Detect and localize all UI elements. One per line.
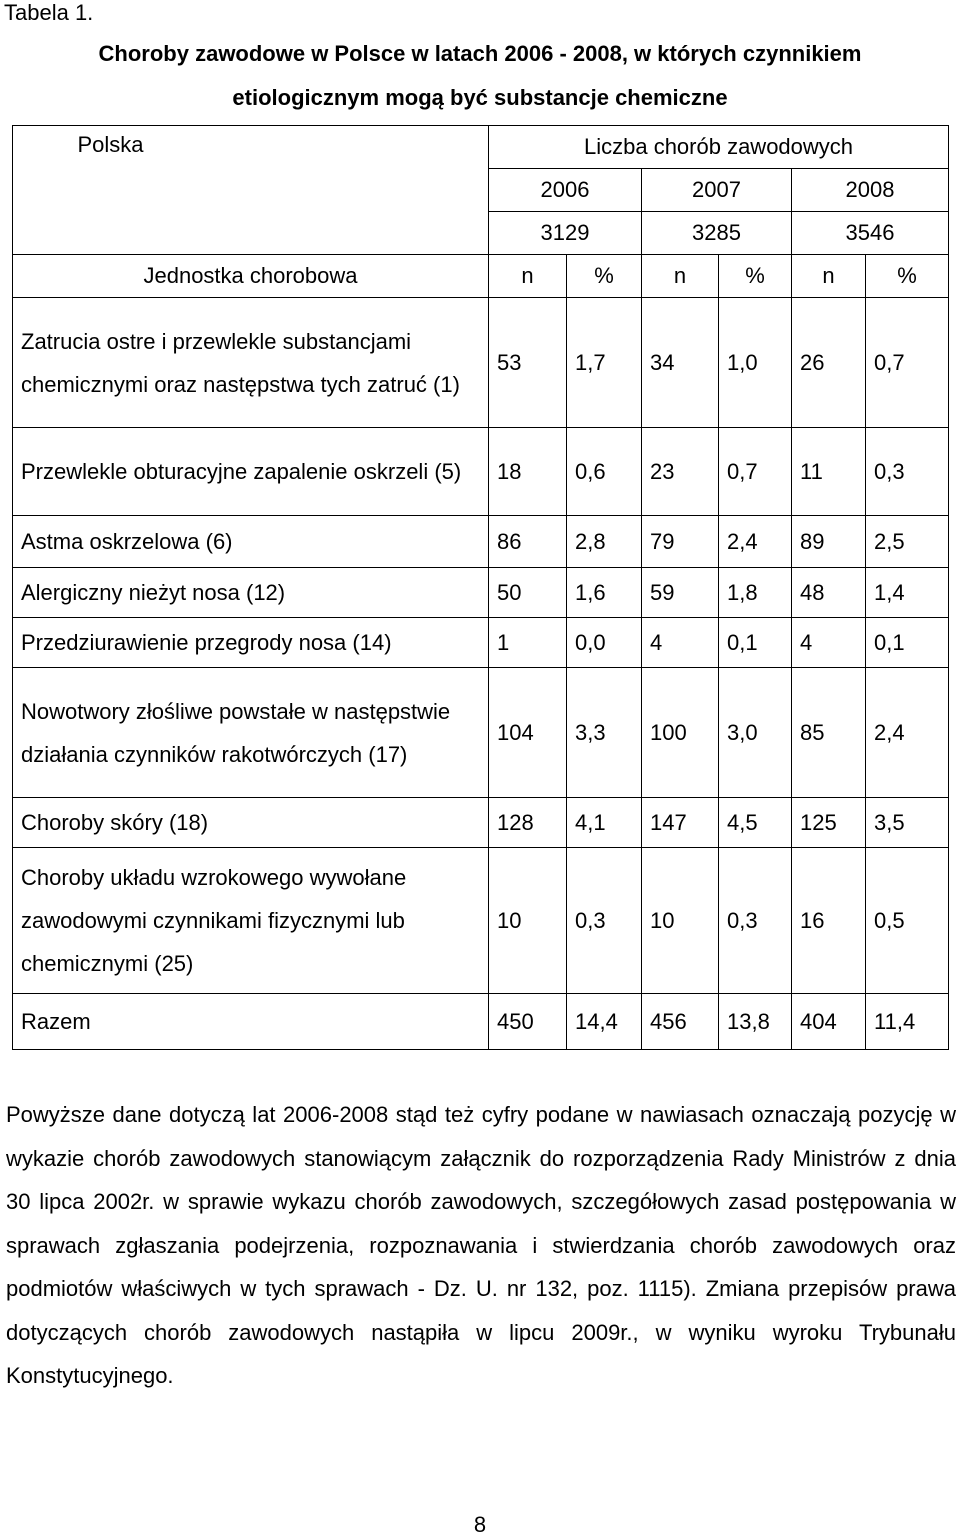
table-row xyxy=(13,994,949,1050)
row-value: 14,4 xyxy=(567,994,642,1050)
header-row-1 xyxy=(13,126,949,169)
row-label: Razem xyxy=(13,994,489,1050)
table-row xyxy=(13,568,949,618)
row-value: 3,5 xyxy=(866,798,949,848)
row-value: 4,1 xyxy=(567,798,642,848)
row-value: 456 xyxy=(642,994,719,1050)
row-value: 1,0 xyxy=(719,298,792,428)
table-row xyxy=(13,848,949,994)
row-value: 50 xyxy=(489,568,567,618)
row-label: Astma oskrzelowa (6) xyxy=(13,516,489,568)
row-label: Choroby układu wzrokowego wywołane zawodowymi czynnikami fizycznymi lub chemicznymi (25) xyxy=(13,848,489,994)
row-label: Przewlekle obturacyjne zapalenie oskrzeli (5) xyxy=(13,428,489,516)
row-label: Alergiczny nieżyt nosa (12) xyxy=(13,568,489,618)
total-2008: 3546 xyxy=(792,212,949,255)
explanatory-paragraph: Powyższe dane dotyczą lat 2006-2008 stąd też cyfry podane w nawiasach oznaczają pozycję w wykazie chorób zawodowych stanowiącym załącznik do rozporządzenia Rady Ministrów z dnia 30 lipca 2002r. w sprawie wykazu chorób zawodowych, szczegółowych zasad postępowania w sprawach zgłaszania podejrzenia, rozpoznawania i stwierdzania chorób zawodowych oraz podmiotów właściwych w tych sprawach - Dz. U. nr 132, poz. 1115). Zmiana przepisów prawa dotyczących chorób zawodowych nastąpiła w lipcu 2009r., w wyniku wyroku Trybunału Konstytucyjnego. xyxy=(6,1102,956,1388)
table-row xyxy=(13,668,949,798)
row-value: 16 xyxy=(792,848,866,994)
table-row xyxy=(13,516,949,568)
total-2007: 3285 xyxy=(642,212,792,255)
row-value: 18 xyxy=(489,428,567,516)
row-value: 0,3 xyxy=(567,848,642,994)
row-value: 1 xyxy=(489,618,567,668)
row-value: 10 xyxy=(489,848,567,994)
row-label: Przedziurawienie przegrody nosa (14) xyxy=(13,618,489,668)
row-value: 0,6 xyxy=(567,428,642,516)
row-value: 13,8 xyxy=(719,994,792,1050)
row-label: Choroby skóry (18) xyxy=(13,798,489,848)
row-value: 0,5 xyxy=(866,848,949,994)
row-value: 53 xyxy=(489,298,567,428)
row-value: 2,8 xyxy=(567,516,642,568)
row-value: 79 xyxy=(642,516,719,568)
row-value: 0,3 xyxy=(719,848,792,994)
row-value: 128 xyxy=(489,798,567,848)
row-value: 86 xyxy=(489,516,567,568)
row-value: 1,8 xyxy=(719,568,792,618)
row-value: 0,1 xyxy=(719,618,792,668)
row-value: 2,4 xyxy=(719,516,792,568)
year-2007: 2007 xyxy=(642,169,792,212)
row-value: 0,1 xyxy=(866,618,949,668)
row-value: 23 xyxy=(642,428,719,516)
row-value: 3,0 xyxy=(719,668,792,798)
row-value: 404 xyxy=(792,994,866,1050)
row-value: 10 xyxy=(642,848,719,994)
year-2008: 2008 xyxy=(792,169,949,212)
row-value: 85 xyxy=(792,668,866,798)
row-value: 0,3 xyxy=(866,428,949,516)
row-value: 4 xyxy=(792,618,866,668)
sub-header-n-2008: n xyxy=(792,255,866,298)
table-row xyxy=(13,798,949,848)
table-title-line-1: Choroby zawodowe w Polsce w latach 2006 - 2008, w których czynnikiem xyxy=(98,41,862,66)
table-row xyxy=(13,428,949,516)
occupational-diseases-table xyxy=(12,125,949,1050)
row-value: 59 xyxy=(642,568,719,618)
count-header: Liczba chorób zawodowych xyxy=(489,126,949,169)
row-value: 3,3 xyxy=(567,668,642,798)
row-value: 89 xyxy=(792,516,866,568)
sub-header-n-2006: n xyxy=(489,255,567,298)
sub-header-n-2007: n xyxy=(642,255,719,298)
total-2006: 3129 xyxy=(489,212,642,255)
header-row-units xyxy=(13,255,949,298)
row-value: 4,5 xyxy=(719,798,792,848)
row-label: Nowotwory złośliwe powstałe w następstwie działania czynników rakotwórczych (17) xyxy=(13,668,489,798)
country-header: Polska xyxy=(13,126,489,255)
page-number: 8 xyxy=(473,1512,487,1537)
row-value: 4 xyxy=(642,618,719,668)
table-row xyxy=(13,618,949,668)
row-value: 26 xyxy=(792,298,866,428)
table-title-line-2: etiologicznym mogą być substancje chemiczne xyxy=(232,85,728,110)
sub-header-pct-2006: % xyxy=(567,255,642,298)
row-value: 450 xyxy=(489,994,567,1050)
sub-header-pct-2007: % xyxy=(719,255,792,298)
row-value: 1,4 xyxy=(866,568,949,618)
year-2006: 2006 xyxy=(489,169,642,212)
row-value: 1,7 xyxy=(567,298,642,428)
row-value: 147 xyxy=(642,798,719,848)
row-value: 11,4 xyxy=(866,994,949,1050)
row-value: 2,5 xyxy=(866,516,949,568)
row-label: Zatrucia ostre i przewlekle substancjami chemicznymi oraz następstwa tych zatruć (1) xyxy=(13,298,489,428)
row-value: 48 xyxy=(792,568,866,618)
table-row xyxy=(13,298,949,428)
row-value: 125 xyxy=(792,798,866,848)
row-value: 104 xyxy=(489,668,567,798)
row-value: 100 xyxy=(642,668,719,798)
row-value: 11 xyxy=(792,428,866,516)
row-value: 2,4 xyxy=(866,668,949,798)
row-value: 0,7 xyxy=(719,428,792,516)
row-value: 1,6 xyxy=(567,568,642,618)
row-value: 0,7 xyxy=(866,298,949,428)
row-value: 34 xyxy=(642,298,719,428)
sub-header-pct-2008: % xyxy=(866,255,949,298)
table-label: Tabela 1. xyxy=(4,0,94,25)
row-value: 0,0 xyxy=(567,618,642,668)
unit-header: Jednostka chorobowa xyxy=(13,255,489,298)
